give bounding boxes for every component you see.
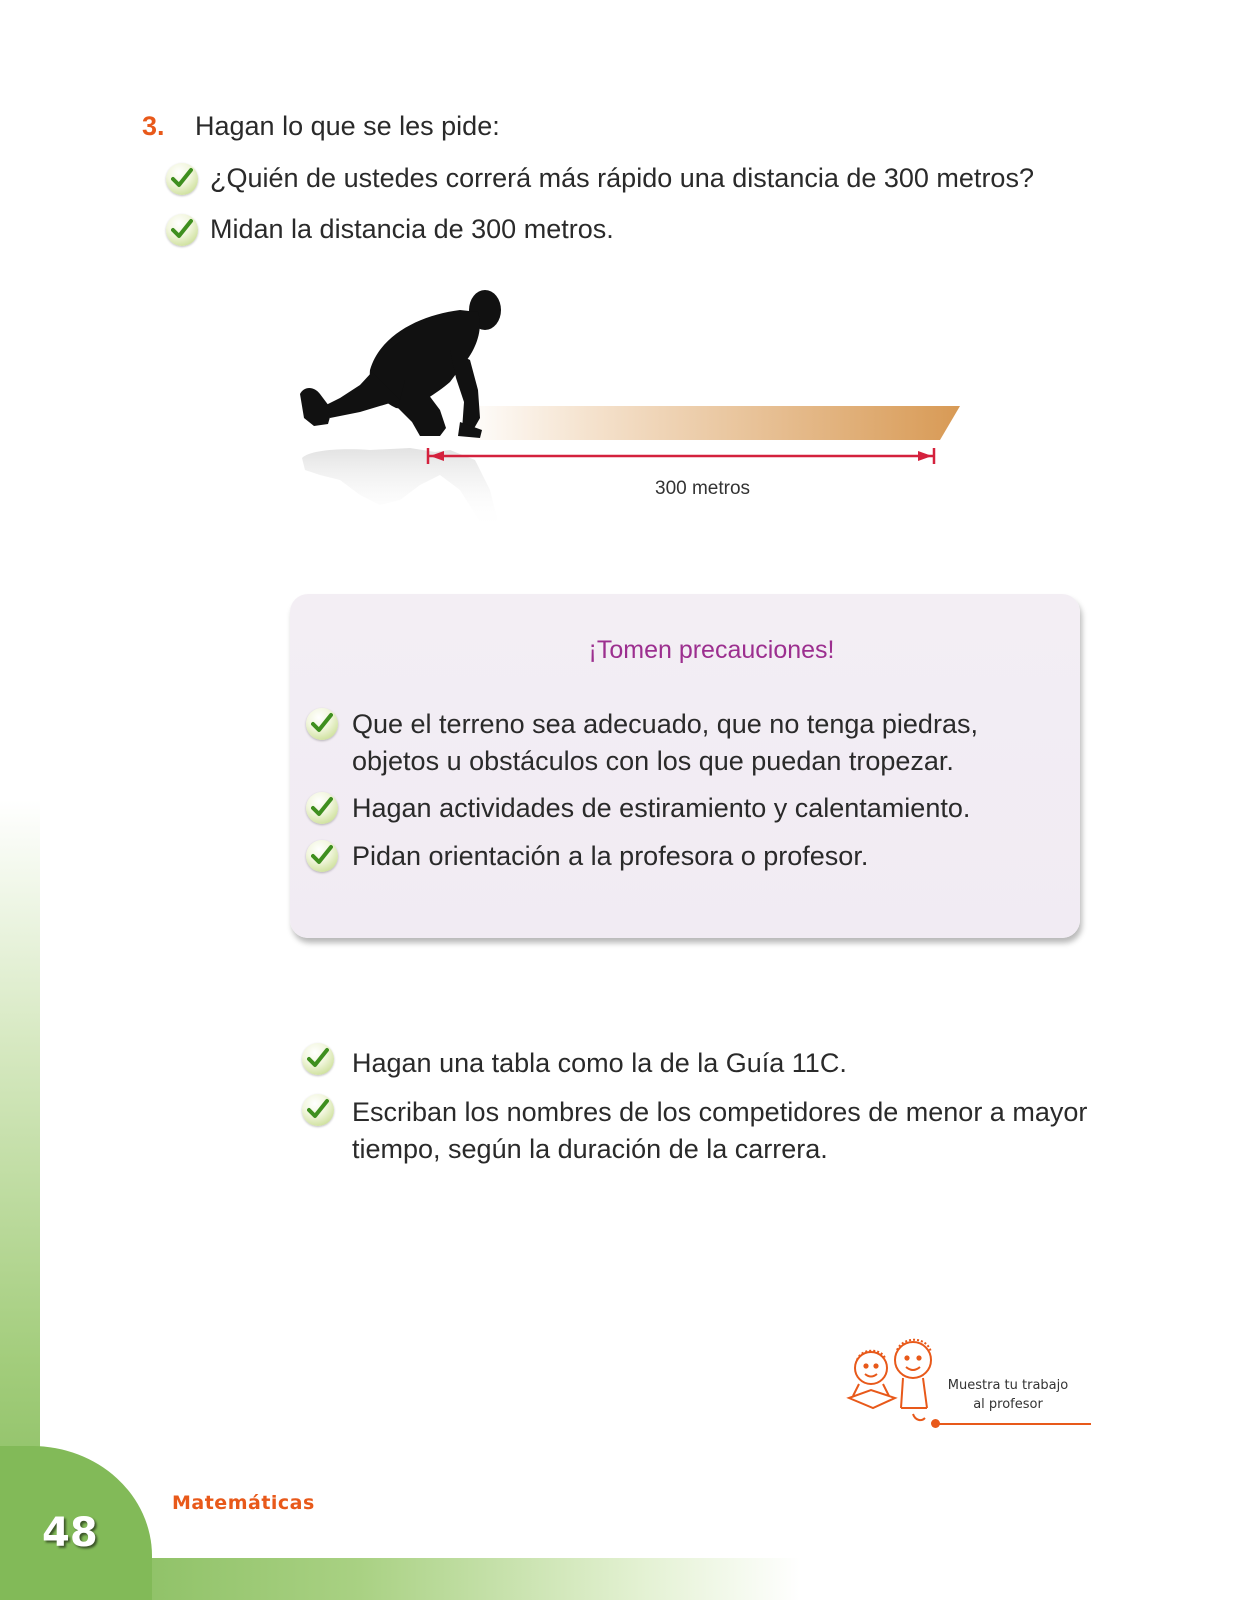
task-item-line: Escriban los nombres de los competidores de menor a mayor xyxy=(352,1097,1088,1127)
task-item-line: Hagan una tabla como la de la Guía 11C. xyxy=(352,1048,847,1078)
question-number: 3. xyxy=(142,111,165,141)
caution-item-line: Pidan orientación a la profesora o profesor. xyxy=(352,841,869,871)
checkmark-icon xyxy=(166,214,198,246)
badge-dot xyxy=(931,1419,940,1428)
distance-arrow xyxy=(428,448,934,464)
caution-title: ¡Tomen precauciones! xyxy=(588,636,835,664)
question-item: ¿Quién de ustedes correrá más rápido una distancia de 300 metros? xyxy=(210,163,1034,193)
runner-reflection xyxy=(302,448,500,530)
task-item-line: tiempo, según la duración de la carrera. xyxy=(352,1134,828,1164)
checkmark-icon xyxy=(302,1043,334,1075)
runner-silhouette xyxy=(300,290,501,438)
checkmark-icon xyxy=(302,1094,334,1126)
caution-item-line: Hagan actividades de estiramiento y calentamiento. xyxy=(352,793,971,823)
checkmark-icon xyxy=(306,708,338,740)
distance-label: 300 metros xyxy=(655,478,751,499)
caution-item-line: objetos u obstáculos con los que puedan tropezar. xyxy=(352,746,954,776)
badge-line-2: al profesor xyxy=(973,1397,1043,1412)
checkmark-icon xyxy=(306,840,338,872)
checkmark-icon xyxy=(306,792,338,824)
track xyxy=(460,406,960,440)
badge-line-1: Muestra tu trabajo xyxy=(947,1378,1069,1393)
caution-item-line: Que el terreno sea adecuado, que no tenga piedras, xyxy=(352,709,978,739)
page-number: 48 xyxy=(42,1510,98,1556)
badge-underline xyxy=(935,1423,1091,1425)
subject-label: Matemáticas xyxy=(172,1492,315,1514)
checkmark-icon xyxy=(166,163,198,195)
question-prompt: Hagan lo que se les pide: xyxy=(195,111,500,141)
runner-illustration xyxy=(300,290,980,550)
question-item: Midan la distancia de 300 metros. xyxy=(210,214,614,244)
badge-text xyxy=(938,1376,1078,1414)
